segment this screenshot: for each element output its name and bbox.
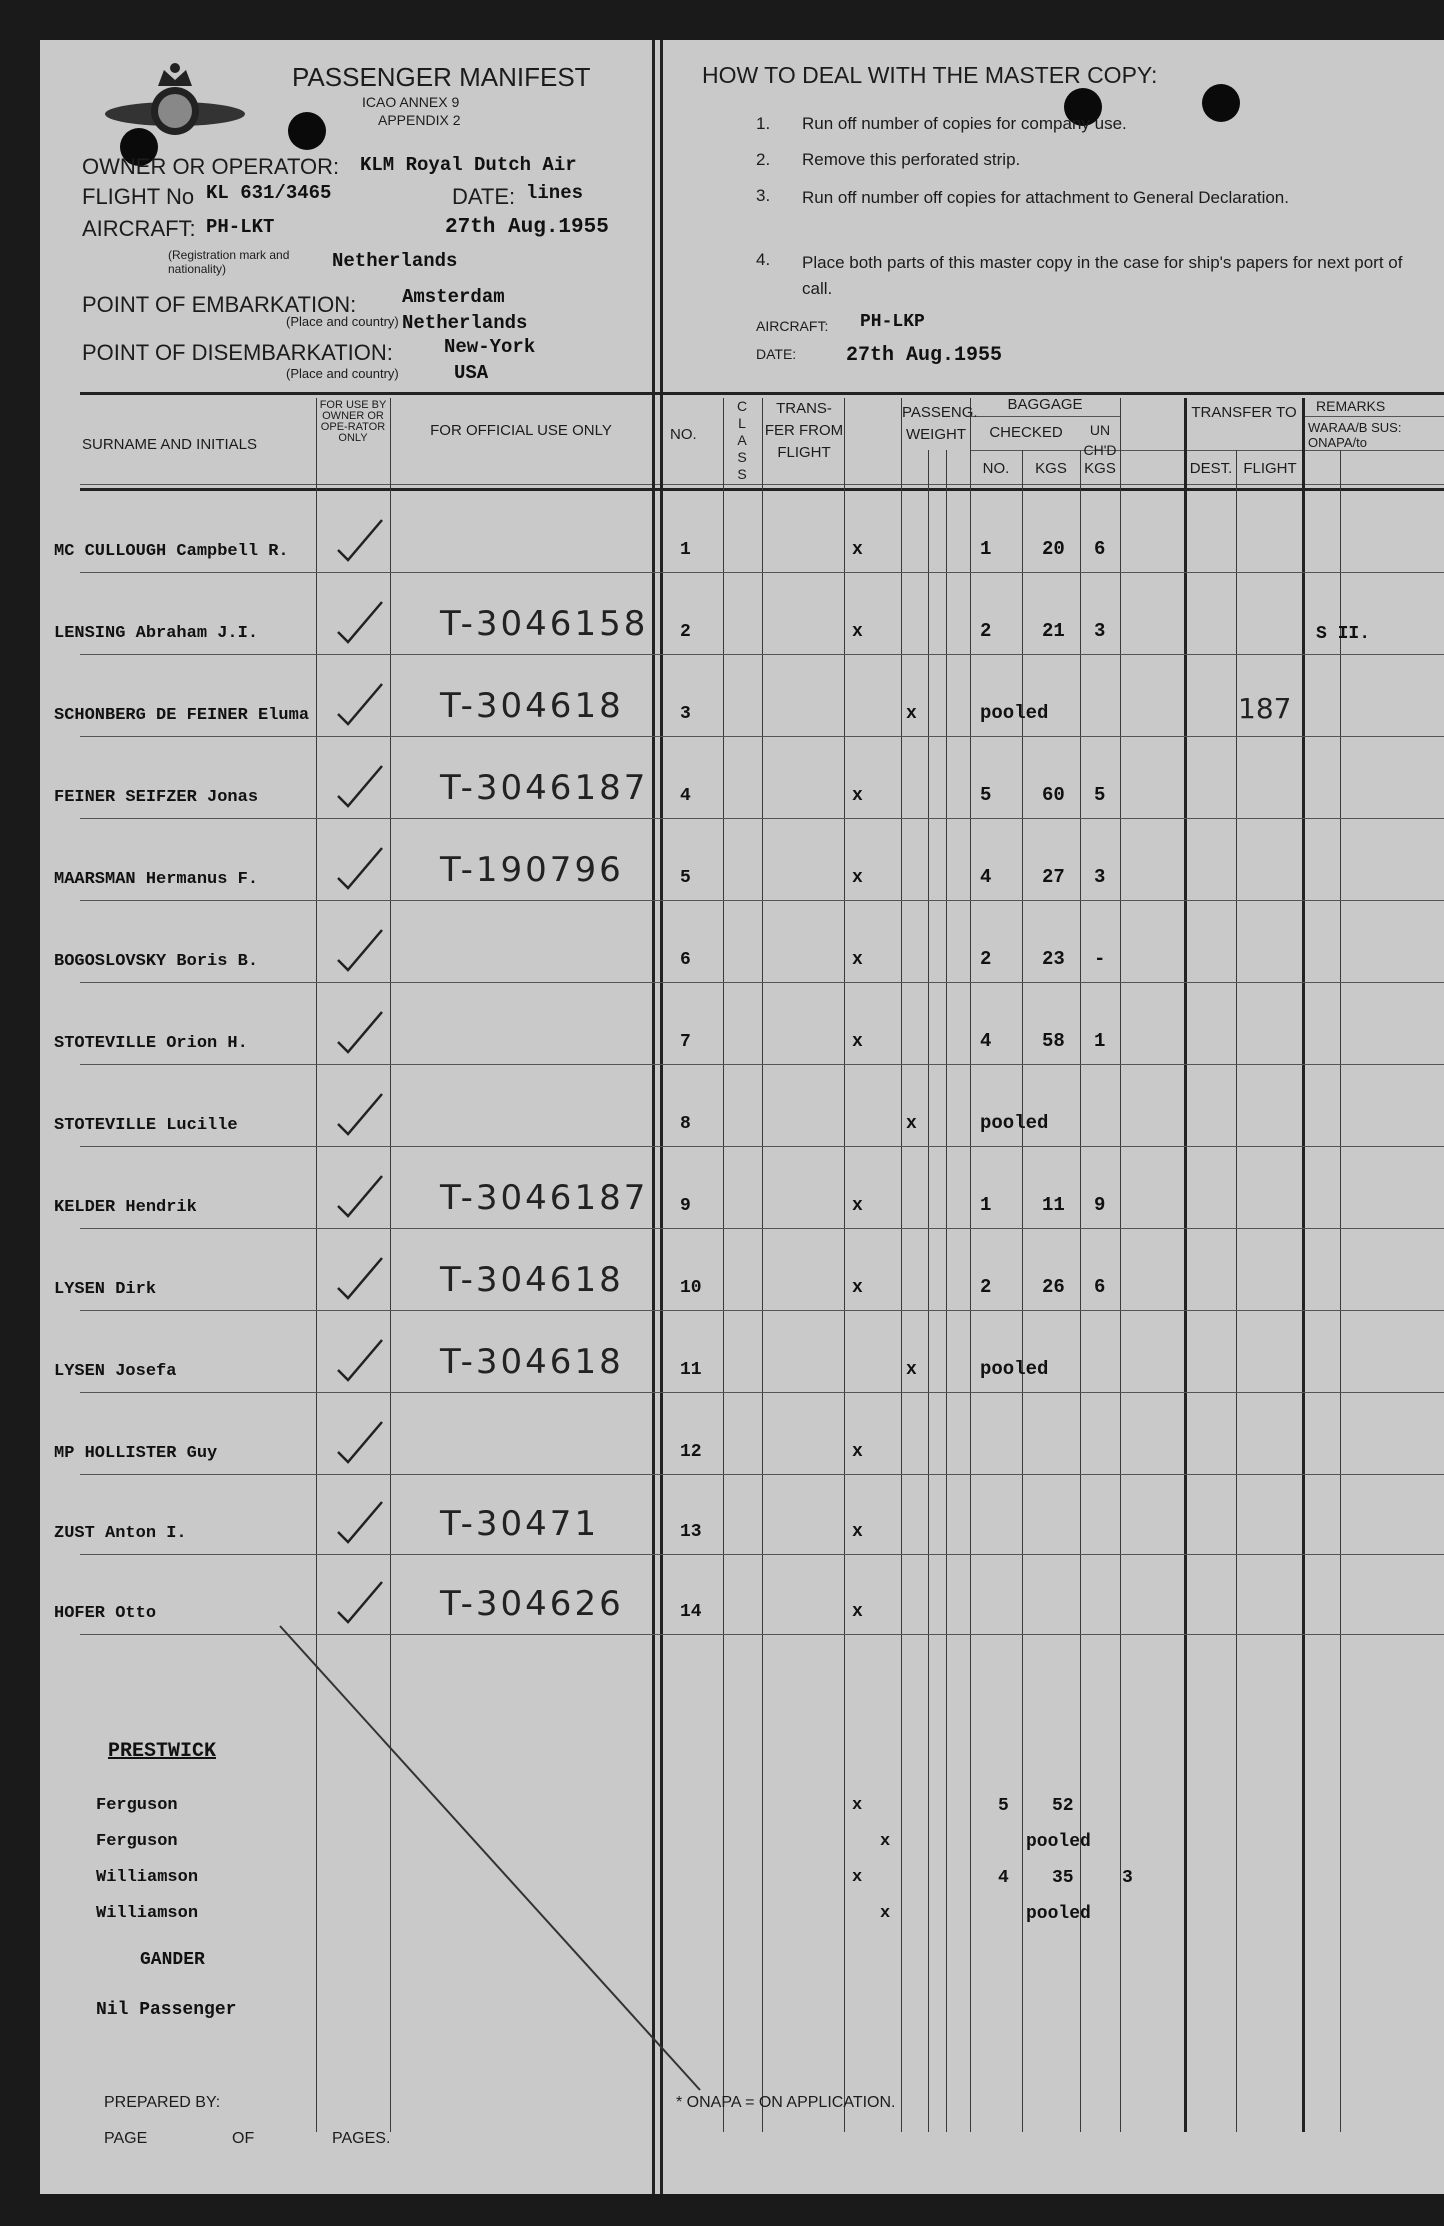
weight-x: x [852, 950, 863, 970]
weight-x: x [852, 1442, 863, 1462]
unchecked-kgs: 1 [1094, 1030, 1106, 1052]
prestwick-name: Ferguson [96, 1832, 178, 1851]
unchecked-kgs: 6 [1094, 1276, 1106, 1298]
master-step-4-no: 4. [756, 250, 771, 269]
weight-x: x [852, 540, 863, 560]
master-date-label: DATE: [756, 346, 797, 362]
passenger-name: FEINER SEIFZER Jonas [54, 788, 259, 807]
disembark-label: POINT OF DISEMBARKATION: [82, 340, 393, 365]
aircraft-value: PH-LKT [206, 216, 275, 238]
baggage-no: 2 [980, 620, 992, 642]
embark-city: Amsterdam [402, 286, 505, 308]
registration-value: Netherlands [332, 250, 458, 272]
col-class: CLASS [736, 398, 748, 482]
prestwick-x: x [852, 1868, 863, 1887]
col-official-use: FOR OFFICIAL USE ONLY [430, 422, 612, 439]
ticket-number: T-3046187 [440, 768, 649, 808]
footer-page: PAGE [104, 2130, 148, 2147]
baggage-kgs: 11 [1042, 1194, 1065, 1216]
baggage-no: 1 [980, 1194, 992, 1216]
annex-label: ICAO ANNEX 9 [362, 94, 460, 110]
manifest-document [40, 40, 1444, 2194]
master-aircraft-label: AIRCRAFT: [756, 318, 829, 334]
unchecked-kgs: 5 [1094, 784, 1106, 806]
footer-onapa: * ONAPA = ON APPLICATION. [676, 2094, 896, 2111]
baggage-kgs: 60 [1042, 784, 1065, 806]
passenger-name: MC CULLOUGH Campbell R. [54, 542, 289, 561]
weight-x: x [852, 1522, 863, 1542]
unchecked-kgs: 3 [1094, 620, 1106, 642]
date-label: DATE: [452, 184, 516, 209]
passenger-no: 10 [680, 1278, 702, 1298]
embark-place-hint: (Place and country) [286, 314, 399, 329]
embark-country: Netherlands [402, 312, 528, 334]
weight-x: x [906, 1360, 917, 1380]
passenger-no: 3 [680, 704, 691, 724]
passenger-no: 5 [680, 868, 691, 888]
prestwick-baggage-no: pooled [1026, 1904, 1091, 1924]
ticket-number: T-304626 [440, 1584, 624, 1624]
baggage-no: 4 [980, 866, 992, 888]
weight-x: x [852, 1602, 863, 1622]
gander-note: Nil Passenger [96, 2000, 237, 2020]
weight-x: x [852, 622, 863, 642]
col-transfer-from: TRANS-FER FROM FLIGHT [764, 400, 844, 461]
disembark-place-hint: (Place and country) [286, 366, 399, 381]
passenger-name: BOGOSLOVSKY Boris B. [54, 952, 259, 971]
master-date-value: 27th Aug.1955 [846, 344, 1003, 367]
ticket-number: T-3046158 [440, 604, 649, 644]
baggage-kgs: 20 [1042, 538, 1065, 560]
col-checked-kgs: KGS [1035, 460, 1067, 477]
master-step-1-no: 1. [756, 114, 771, 133]
baggage-no: pooled [980, 1358, 1049, 1380]
margin-note: 187 [1238, 692, 1292, 725]
master-step-2-no: 2. [756, 150, 771, 169]
passenger-no: 6 [680, 950, 691, 970]
flight-value: KL 631/3465 [206, 182, 332, 204]
col-checked-no: NO. [982, 460, 1010, 477]
master-copy-title: HOW TO DEAL WITH THE MASTER COPY: [702, 62, 1158, 88]
prestwick-x: x [880, 1832, 891, 1851]
prestwick-name: Williamson [96, 1868, 199, 1887]
appendix-label: APPENDIX 2 [378, 112, 461, 128]
ticket-number: T-30471 [440, 1504, 600, 1544]
registration-label: (Registration mark and nationality) [168, 248, 290, 276]
aircraft-label: AIRCRAFT: [82, 216, 196, 241]
col-unchecked-kgs: KGS [1084, 460, 1116, 477]
weight-x: x [906, 1114, 917, 1134]
passenger-name: KELDER Hendrik [54, 1198, 197, 1217]
prestwick-baggage-no: pooled [1026, 1832, 1091, 1852]
disembark-country: USA [454, 362, 489, 384]
strike-line [40, 40, 1444, 2194]
passenger-no: 1 [680, 540, 691, 560]
owner-value: KLM Royal Dutch Air [360, 154, 577, 176]
flight-label: FLIGHT No [82, 184, 195, 209]
unchecked-kgs: - [1094, 948, 1106, 970]
passenger-name: SCHONBERG DE FEINER Eluma [54, 706, 310, 725]
passenger-name: MAARSMAN Hermanus F. [54, 870, 259, 889]
passenger-no: 4 [680, 786, 691, 806]
embark-label: POINT OF EMBARKATION: [82, 292, 357, 317]
prestwick-name: Williamson [96, 1904, 199, 1923]
prestwick-heading: PRESTWICK [108, 1740, 217, 1763]
weight-x: x [852, 1196, 863, 1216]
baggage-no: pooled [980, 702, 1049, 724]
passenger-no: 13 [680, 1522, 702, 1542]
prestwick-kgs: 35 [1052, 1868, 1074, 1888]
prestwick-unkgs: 3 [1122, 1868, 1133, 1888]
col-transfer-to: TRANSFER TO [1191, 404, 1297, 421]
footer-of: OF [232, 2130, 255, 2147]
prestwick-baggage-no: 4 [998, 1868, 1009, 1888]
unchecked-kgs: 3 [1094, 866, 1106, 888]
passenger-name: LYSEN Dirk [54, 1280, 157, 1299]
passenger-name: ZUST Anton I. [54, 1524, 187, 1543]
weight-x: x [852, 868, 863, 888]
col-remarks: REMARKS [1316, 398, 1386, 414]
baggage-no: 5 [980, 784, 992, 806]
col-passeng-weight: PASSENG. WEIGHT [902, 404, 978, 443]
weight-x: x [852, 1032, 863, 1052]
baggage-kgs: 26 [1042, 1276, 1065, 1298]
unchecked-kgs: 6 [1094, 538, 1106, 560]
passenger-name: STOTEVILLE Lucille [54, 1116, 238, 1135]
col-unchecked: UN CH'D [1083, 422, 1117, 458]
passenger-no: 9 [680, 1196, 691, 1216]
passenger-no: 2 [680, 622, 691, 642]
col-owner-use: FOR USE BY OWNER OR OPE-RATOR ONLY [319, 399, 387, 444]
prestwick-x: x [880, 1904, 891, 1923]
passenger-name: MP HOLLISTER Guy [54, 1444, 218, 1463]
ticket-number: T-304618 [440, 686, 624, 726]
gander-heading: GANDER [140, 1950, 205, 1970]
col-flight: FLIGHT [1243, 460, 1297, 477]
passenger-no: 8 [680, 1114, 691, 1134]
ticket-number: T-304618 [440, 1260, 624, 1300]
baggage-no: 2 [980, 1276, 992, 1298]
passenger-no: 14 [680, 1602, 702, 1622]
baggage-no: 1 [980, 538, 992, 560]
col-dest: DEST. [1189, 460, 1233, 477]
passenger-name: LENSING Abraham J.I. [54, 624, 259, 643]
passenger-name: LYSEN Josefa [54, 1362, 177, 1381]
footer-prepared-by: PREPARED BY: [104, 2094, 221, 2111]
master-step-4: Place both parts of this master copy in the case for ship's papers for next port of call. [802, 253, 1403, 298]
col-remarks-sub: WARAA/B SUS: ONAPA/to [1308, 420, 1402, 450]
footer-pages: PAGES. [332, 2130, 391, 2147]
unchecked-kgs: 9 [1094, 1194, 1106, 1216]
col-checked: CHECKED [989, 424, 1063, 441]
ticket-number: T-190796 [440, 850, 624, 890]
passenger-no: 11 [680, 1360, 702, 1380]
ticket-number: T-3046187 [440, 1178, 649, 1218]
weight-x: x [852, 786, 863, 806]
baggage-kgs: 21 [1042, 620, 1065, 642]
baggage-no: pooled [980, 1112, 1049, 1134]
master-aircraft-value: PH-LKP [860, 312, 925, 332]
baggage-no: 2 [980, 948, 992, 970]
weight-x: x [852, 1278, 863, 1298]
manifest-title: PASSENGER MANIFEST [292, 62, 591, 92]
owner-label: OWNER OR OPERATOR: [82, 154, 340, 179]
passenger-no: 12 [680, 1442, 702, 1462]
prestwick-kgs: 52 [1052, 1796, 1074, 1816]
prestwick-baggage-no: 5 [998, 1796, 1009, 1816]
date-value: 27th Aug.1955 [445, 216, 609, 239]
prestwick-x: x [852, 1796, 863, 1815]
master-step-3-no: 3. [756, 186, 771, 205]
weight-x: x [906, 704, 917, 724]
disembark-city: New-York [444, 336, 536, 358]
master-step-3: Run off number off copies for attachment to General Declaration. [802, 188, 1289, 207]
baggage-kgs: 58 [1042, 1030, 1065, 1052]
owner-value-cont: lines [526, 182, 584, 204]
col-baggage: BAGGAGE [1007, 396, 1083, 413]
remark: S II. [1316, 624, 1371, 644]
prestwick-name: Ferguson [96, 1796, 178, 1815]
ticket-number: T-304618 [440, 1342, 624, 1382]
baggage-kgs: 23 [1042, 948, 1065, 970]
passenger-no: 7 [680, 1032, 691, 1052]
baggage-no: 4 [980, 1030, 992, 1052]
master-step-1: Run off number of copies for company use. [802, 114, 1127, 133]
passenger-name: HOFER Otto [54, 1604, 157, 1623]
baggage-kgs: 27 [1042, 866, 1065, 888]
passenger-name: STOTEVILLE Orion H. [54, 1034, 248, 1053]
master-step-2: Remove this perforated strip. [802, 150, 1021, 169]
col-no: NO. [670, 426, 697, 443]
col-surname: SURNAME AND INITIALS [82, 436, 258, 453]
